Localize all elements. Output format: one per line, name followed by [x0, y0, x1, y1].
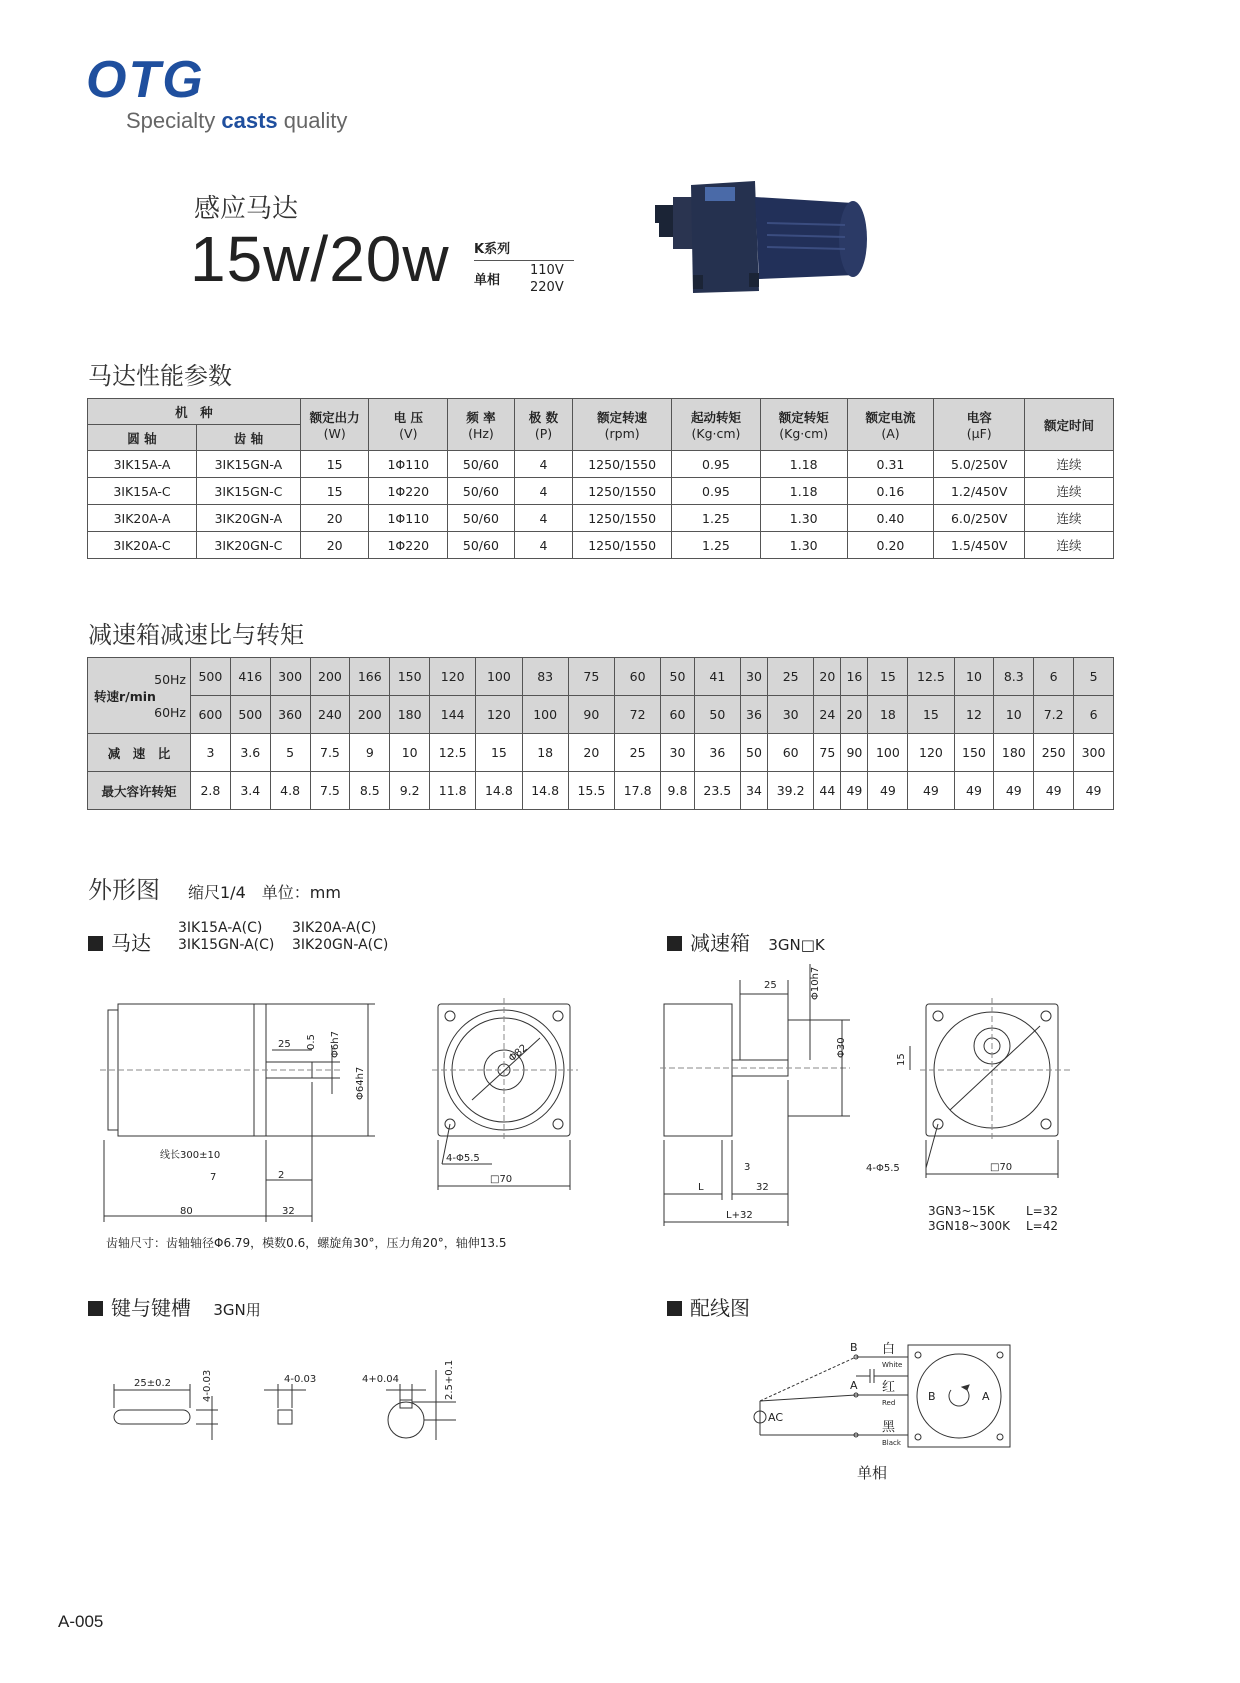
perf-cell: 0.20	[847, 532, 934, 559]
gear-cell-ratio: 3.6	[230, 734, 270, 772]
gear-cell-ratio: 90	[841, 734, 868, 772]
gear-cell-torque: 4.8	[270, 772, 310, 810]
gear-cell-ratio: 50	[740, 734, 767, 772]
gear-cell-speed50: 25	[768, 658, 814, 696]
wire-red-en: Red	[882, 1399, 896, 1407]
gear-cell-speed50: 500	[191, 658, 231, 696]
perf-cell: 4	[514, 451, 573, 478]
gear-cell-torque: 14.8	[476, 772, 522, 810]
gear-cell-speed50: 30	[740, 658, 767, 696]
gear-cell-speed50: 12.5	[908, 658, 954, 696]
gear-cell-torque: 39.2	[768, 772, 814, 810]
gear-cell-speed60: 7.2	[1034, 696, 1074, 734]
perf-cell: 50/60	[448, 505, 515, 532]
gear-cell-torque: 49	[868, 772, 908, 810]
perf-cell: 20	[300, 505, 369, 532]
dim-phi82: Φ82	[506, 1042, 530, 1065]
ratio-label: 减 速 比	[88, 734, 191, 772]
gear-cell-speed60: 120	[476, 696, 522, 734]
gear-cell-speed60: 200	[350, 696, 390, 734]
perf-cell: 连续	[1025, 532, 1114, 559]
voltage-2: 220V	[530, 280, 564, 295]
perf-cell: 1Φ220	[369, 532, 448, 559]
gb-dim-15: 15	[896, 1053, 907, 1066]
series-label: K系列	[474, 238, 574, 261]
perf-cell: 1250/1550	[573, 505, 672, 532]
gear-cell-ratio: 120	[908, 734, 954, 772]
perf-cell: 1.25	[672, 532, 761, 559]
gear-cell-speed60: 6	[1074, 696, 1114, 734]
gear-cell-ratio: 5	[270, 734, 310, 772]
gear-cell-torque: 44	[814, 772, 841, 810]
gear-cell-speed60: 500	[230, 696, 270, 734]
perf-cell: 0.40	[847, 505, 934, 532]
perf-col-header: 额定转矩 (Kg·cm)	[760, 399, 847, 451]
perf-cell: 1.25	[672, 505, 761, 532]
motor-a: A	[982, 1390, 990, 1403]
motor-front-drawing	[432, 990, 582, 1215]
square-bullet-icon	[667, 936, 682, 951]
wire-white-en: White	[882, 1361, 903, 1369]
gear-cell-torque: 9.8	[661, 772, 694, 810]
perf-col-header: 电 压 (V)	[369, 399, 448, 451]
dim-2: 2	[278, 1170, 285, 1181]
perf-cell: 3IK20GN-C	[196, 532, 300, 559]
gear-cell-speed60: 100	[522, 696, 568, 734]
gb-dim-L: L	[698, 1182, 704, 1193]
keyway-dim-depth: 2.5+0.1	[444, 1359, 455, 1400]
gear-cell-torque: 7.5	[310, 772, 350, 810]
gear-cell-torque: 49	[1074, 772, 1114, 810]
dim-sq70: □70	[490, 1174, 513, 1185]
gear-cell-ratio: 180	[994, 734, 1034, 772]
dim-05: 0.5	[306, 1034, 317, 1050]
perf-cell: 连续	[1025, 478, 1114, 505]
wire-b: B	[850, 1341, 858, 1354]
wiring-caption: 单相	[857, 1464, 888, 1482]
dim-phi6: Φ6h7	[330, 1031, 341, 1058]
gear-cell-ratio: 300	[1074, 734, 1114, 772]
gear-cell-torque: 49	[954, 772, 994, 810]
key-note: 3GN用	[213, 1301, 261, 1319]
gear-cell-ratio: 30	[661, 734, 694, 772]
phase-label: 单相	[474, 273, 501, 288]
key-dim-len: 25±0.2	[134, 1378, 172, 1389]
perf-cell: 15	[300, 451, 369, 478]
gearbox-side-drawing	[660, 960, 860, 1230]
wire-white-cn: 白	[882, 1342, 896, 1357]
wire-red-cn: 红	[882, 1380, 896, 1395]
gear-cell-speed50: 75	[568, 658, 614, 696]
hz50-label: 50Hz	[154, 671, 186, 687]
perf-cell: 3IK15GN-C	[196, 478, 300, 505]
perf-cell: 1.18	[760, 478, 847, 505]
gear-cell-torque: 9.2	[390, 772, 430, 810]
gearbox-front-drawing	[860, 990, 1080, 1174]
gear-cell-speed60: 60	[661, 696, 694, 734]
gear-cell-torque: 49	[1034, 772, 1074, 810]
gear-cell-speed60: 10	[994, 696, 1034, 734]
gear-cell-speed50: 20	[814, 658, 841, 696]
wire-a: A	[850, 1379, 858, 1392]
gear-cell-speed60: 24	[814, 696, 841, 734]
gear-section-title: 减速箱减速比与转矩	[88, 621, 304, 649]
motor-side-drawing	[100, 990, 400, 1215]
dim-7: 7	[210, 1172, 217, 1183]
perf-cell: 1.2/450V	[934, 478, 1025, 505]
gb-dim-3: 3	[744, 1162, 751, 1173]
dim-80: 80	[180, 1206, 193, 1217]
gear-cell-speed60: 20	[841, 696, 868, 734]
perf-cell: 0.95	[672, 451, 761, 478]
gear-cell-ratio: 7.5	[310, 734, 350, 772]
perf-table	[87, 398, 1114, 559]
gear-cell-torque: 17.8	[615, 772, 661, 810]
gb-dim-phi10: Φ10h7	[810, 966, 821, 1000]
perf-cell: 4	[514, 505, 573, 532]
motor-models: 3IK15A-A(C) 3IK20A-A(C) 3IK15GN-A(C) 3IK20GN-A(C)	[178, 920, 389, 953]
gearbox-heading: 减速箱 3GN□K	[667, 927, 825, 956]
wiring-heading: 配线图	[667, 1292, 750, 1321]
square-bullet-icon	[88, 1301, 103, 1316]
dim-holes: 4-Φ5.5	[446, 1153, 480, 1164]
gear-cell-ratio: 12.5	[430, 734, 476, 772]
gear-cell-speed50: 50	[661, 658, 694, 696]
product-subtitle: 感应马达	[194, 194, 299, 224]
gear-cell-torque: 3.4	[230, 772, 270, 810]
gear-cell-speed50: 15	[868, 658, 908, 696]
dim-32: 32	[282, 1206, 295, 1217]
gear-cell-ratio: 10	[390, 734, 430, 772]
gear-cell-speed60: 144	[430, 696, 476, 734]
perf-col-header: 极 数 (P)	[514, 399, 573, 451]
model-group-header: 机 种	[88, 399, 301, 425]
gear-cell-speed60: 90	[568, 696, 614, 734]
perf-cell: 20	[300, 532, 369, 559]
perf-cell: 0.95	[672, 478, 761, 505]
perf-cell: 15	[300, 478, 369, 505]
perf-cell: 1250/1550	[573, 451, 672, 478]
gear-cell-speed60: 50	[694, 696, 740, 734]
speed-label-cell	[88, 658, 191, 734]
perf-cell: 3IK15GN-A	[196, 451, 300, 478]
gear-cell-ratio: 3	[191, 734, 231, 772]
perf-cell: 3IK20A-A	[88, 505, 197, 532]
gearbox-model: 3GN□K	[768, 936, 825, 954]
gb-dim-holes: 4-Φ5.5	[866, 1163, 900, 1174]
dims-section-title: 外形图	[88, 876, 160, 904]
perf-cell: 1.30	[760, 532, 847, 559]
perf-col-time: 额定时间	[1025, 399, 1114, 451]
gear-cell-torque: 23.5	[694, 772, 740, 810]
square-bullet-icon	[88, 936, 103, 951]
gear-cell-ratio: 60	[768, 734, 814, 772]
gb-dim-phi30: Φ30	[836, 1037, 847, 1058]
gear-cell-speed50: 120	[430, 658, 476, 696]
hz60-label: 60Hz	[154, 704, 186, 720]
perf-cell: 50/60	[448, 532, 515, 559]
motor-b: B	[928, 1390, 936, 1403]
gear-cell-speed60: 360	[270, 696, 310, 734]
product-title: 15w/20w	[190, 223, 450, 295]
perf-cell: 1.30	[760, 505, 847, 532]
page-number: A-005	[58, 1612, 104, 1631]
key-heading: 键与键槽 3GN用	[88, 1292, 261, 1321]
perf-cell: 1.5/450V	[934, 532, 1025, 559]
gear-cell-speed60: 15	[908, 696, 954, 734]
gear-cell-ratio: 18	[522, 734, 568, 772]
gear-cell-speed50: 6	[1034, 658, 1074, 696]
gear-cell-speed50: 416	[230, 658, 270, 696]
gear-cell-speed50: 5	[1074, 658, 1114, 696]
perf-cell: 5.0/250V	[934, 451, 1025, 478]
perf-cell: 3IK15A-C	[88, 478, 197, 505]
torque-label: 最大容许转矩	[88, 772, 191, 810]
gear-cell-speed50: 300	[270, 658, 310, 696]
gb-dim-32: 32	[756, 1182, 769, 1193]
square-bullet-icon	[667, 1301, 682, 1316]
gbox-length-table: 3GN3~15K L=32 3GN18~300K L=42	[928, 1204, 1059, 1233]
gear-cell-ratio: 75	[814, 734, 841, 772]
gear-cell-ratio: 150	[954, 734, 994, 772]
gear-cell-torque: 14.8	[522, 772, 568, 810]
dim-phi64: Φ64h7	[355, 1066, 366, 1100]
gear-cell-speed60: 180	[390, 696, 430, 734]
gear-cell-ratio: 250	[1034, 734, 1074, 772]
gear-cell-ratio: 36	[694, 734, 740, 772]
gear-cell-speed60: 18	[868, 696, 908, 734]
gear-cell-speed50: 16	[841, 658, 868, 696]
perf-row	[88, 505, 1114, 532]
perf-col-header: 频 率 (Hz)	[448, 399, 515, 451]
gear-cell-speed60: 240	[310, 696, 350, 734]
gear-cell-speed50: 166	[350, 658, 390, 696]
gear-cell-speed50: 41	[694, 658, 740, 696]
perf-cell: 1Φ110	[369, 451, 448, 478]
perf-cell: 连续	[1025, 451, 1114, 478]
dim-25: 25	[278, 1039, 291, 1050]
gear-shaft-note: 齿轴尺寸：齿轴轴径Φ6.79，模数0.6，螺旋角30°，压力角20°，轴伸13.5	[106, 1236, 507, 1250]
perf-cell: 4	[514, 532, 573, 559]
motor-heading: 马达	[88, 927, 151, 956]
wire-black-en: Black	[882, 1439, 901, 1447]
perf-cell: 1.18	[760, 451, 847, 478]
perf-col-header: 起动转矩 (Kg·cm)	[672, 399, 761, 451]
wiring-diagram	[740, 1335, 1020, 1470]
brand-logo	[86, 50, 205, 110]
perf-cell: 连续	[1025, 505, 1114, 532]
lead-length: 线长300±10	[160, 1150, 221, 1161]
brand-name: OTG	[86, 51, 205, 109]
series-block	[474, 238, 574, 301]
gear-cell-speed50: 100	[476, 658, 522, 696]
gear-cell-torque: 8.5	[350, 772, 390, 810]
wire-black-cn: 黑	[882, 1420, 896, 1435]
gear-cell-torque: 49	[841, 772, 868, 810]
motor-photo	[655, 175, 870, 300]
gear-cell-torque: 34	[740, 772, 767, 810]
perf-col-header: 额定电流 (A)	[847, 399, 934, 451]
col-gear-shaft: 齿 轴	[196, 425, 300, 451]
perf-col-header: 额定转速 (rpm)	[573, 399, 672, 451]
perf-cell: 1250/1550	[573, 532, 672, 559]
perf-cell: 1250/1550	[573, 478, 672, 505]
key-dim-h: 4-0.03	[202, 1369, 213, 1402]
gb-dim-25: 25	[764, 980, 777, 991]
gb-dim-L32: L+32	[726, 1210, 753, 1221]
gb-dim-sq70: □70	[990, 1162, 1013, 1173]
perf-section-title: 马达性能参数	[88, 362, 232, 390]
perf-cell: 0.16	[847, 478, 934, 505]
gear-cell-torque: 2.8	[191, 772, 231, 810]
wire-ac: AC	[768, 1411, 784, 1424]
perf-cell: 4	[514, 478, 573, 505]
speed-label: 转速r/min	[94, 688, 156, 704]
keyway-dim-slot: 4+0.04	[362, 1374, 400, 1385]
gear-table	[87, 657, 1114, 810]
gear-cell-ratio: 9	[350, 734, 390, 772]
gear-cell-speed60: 30	[768, 696, 814, 734]
key-dim-w: 4-0.03	[284, 1374, 317, 1385]
gear-cell-speed60: 72	[615, 696, 661, 734]
gear-cell-ratio: 100	[868, 734, 908, 772]
perf-cell: 1Φ110	[369, 505, 448, 532]
gear-cell-speed60: 36	[740, 696, 767, 734]
gear-cell-torque: 49	[994, 772, 1034, 810]
perf-cell: 3IK15A-A	[88, 451, 197, 478]
gear-cell-torque: 11.8	[430, 772, 476, 810]
brand-tagline: Specialty casts quality	[126, 108, 348, 133]
perf-cell: 6.0/250V	[934, 505, 1025, 532]
dims-scale-note: 缩尺1/4 单位：mm	[188, 883, 341, 902]
gear-cell-speed60: 600	[191, 696, 231, 734]
gear-cell-ratio: 20	[568, 734, 614, 772]
perf-cell: 1Φ220	[369, 478, 448, 505]
gear-cell-speed60: 12	[954, 696, 994, 734]
perf-col-header: 电容 (μF)	[934, 399, 1025, 451]
perf-col-header: 额定出力 (W)	[300, 399, 369, 451]
gear-cell-speed50: 150	[390, 658, 430, 696]
perf-cell: 3IK20A-C	[88, 532, 197, 559]
key-drawing	[106, 1360, 486, 1460]
gear-cell-speed50: 10	[954, 658, 994, 696]
gear-cell-ratio: 25	[615, 734, 661, 772]
perf-cell: 50/60	[448, 478, 515, 505]
gear-cell-speed50: 8.3	[994, 658, 1034, 696]
perf-cell: 50/60	[448, 451, 515, 478]
perf-row	[88, 478, 1114, 505]
col-round-shaft: 圆 轴	[88, 425, 197, 451]
gear-cell-speed50: 83	[522, 658, 568, 696]
perf-row	[88, 451, 1114, 478]
gear-cell-ratio: 15	[476, 734, 522, 772]
gear-cell-speed50: 200	[310, 658, 350, 696]
perf-row	[88, 532, 1114, 559]
gear-cell-torque: 49	[908, 772, 954, 810]
perf-cell: 0.31	[847, 451, 934, 478]
gear-cell-torque: 15.5	[568, 772, 614, 810]
gear-cell-speed50: 60	[615, 658, 661, 696]
voltage-1: 110V	[530, 263, 564, 278]
perf-cell: 3IK20GN-A	[196, 505, 300, 532]
